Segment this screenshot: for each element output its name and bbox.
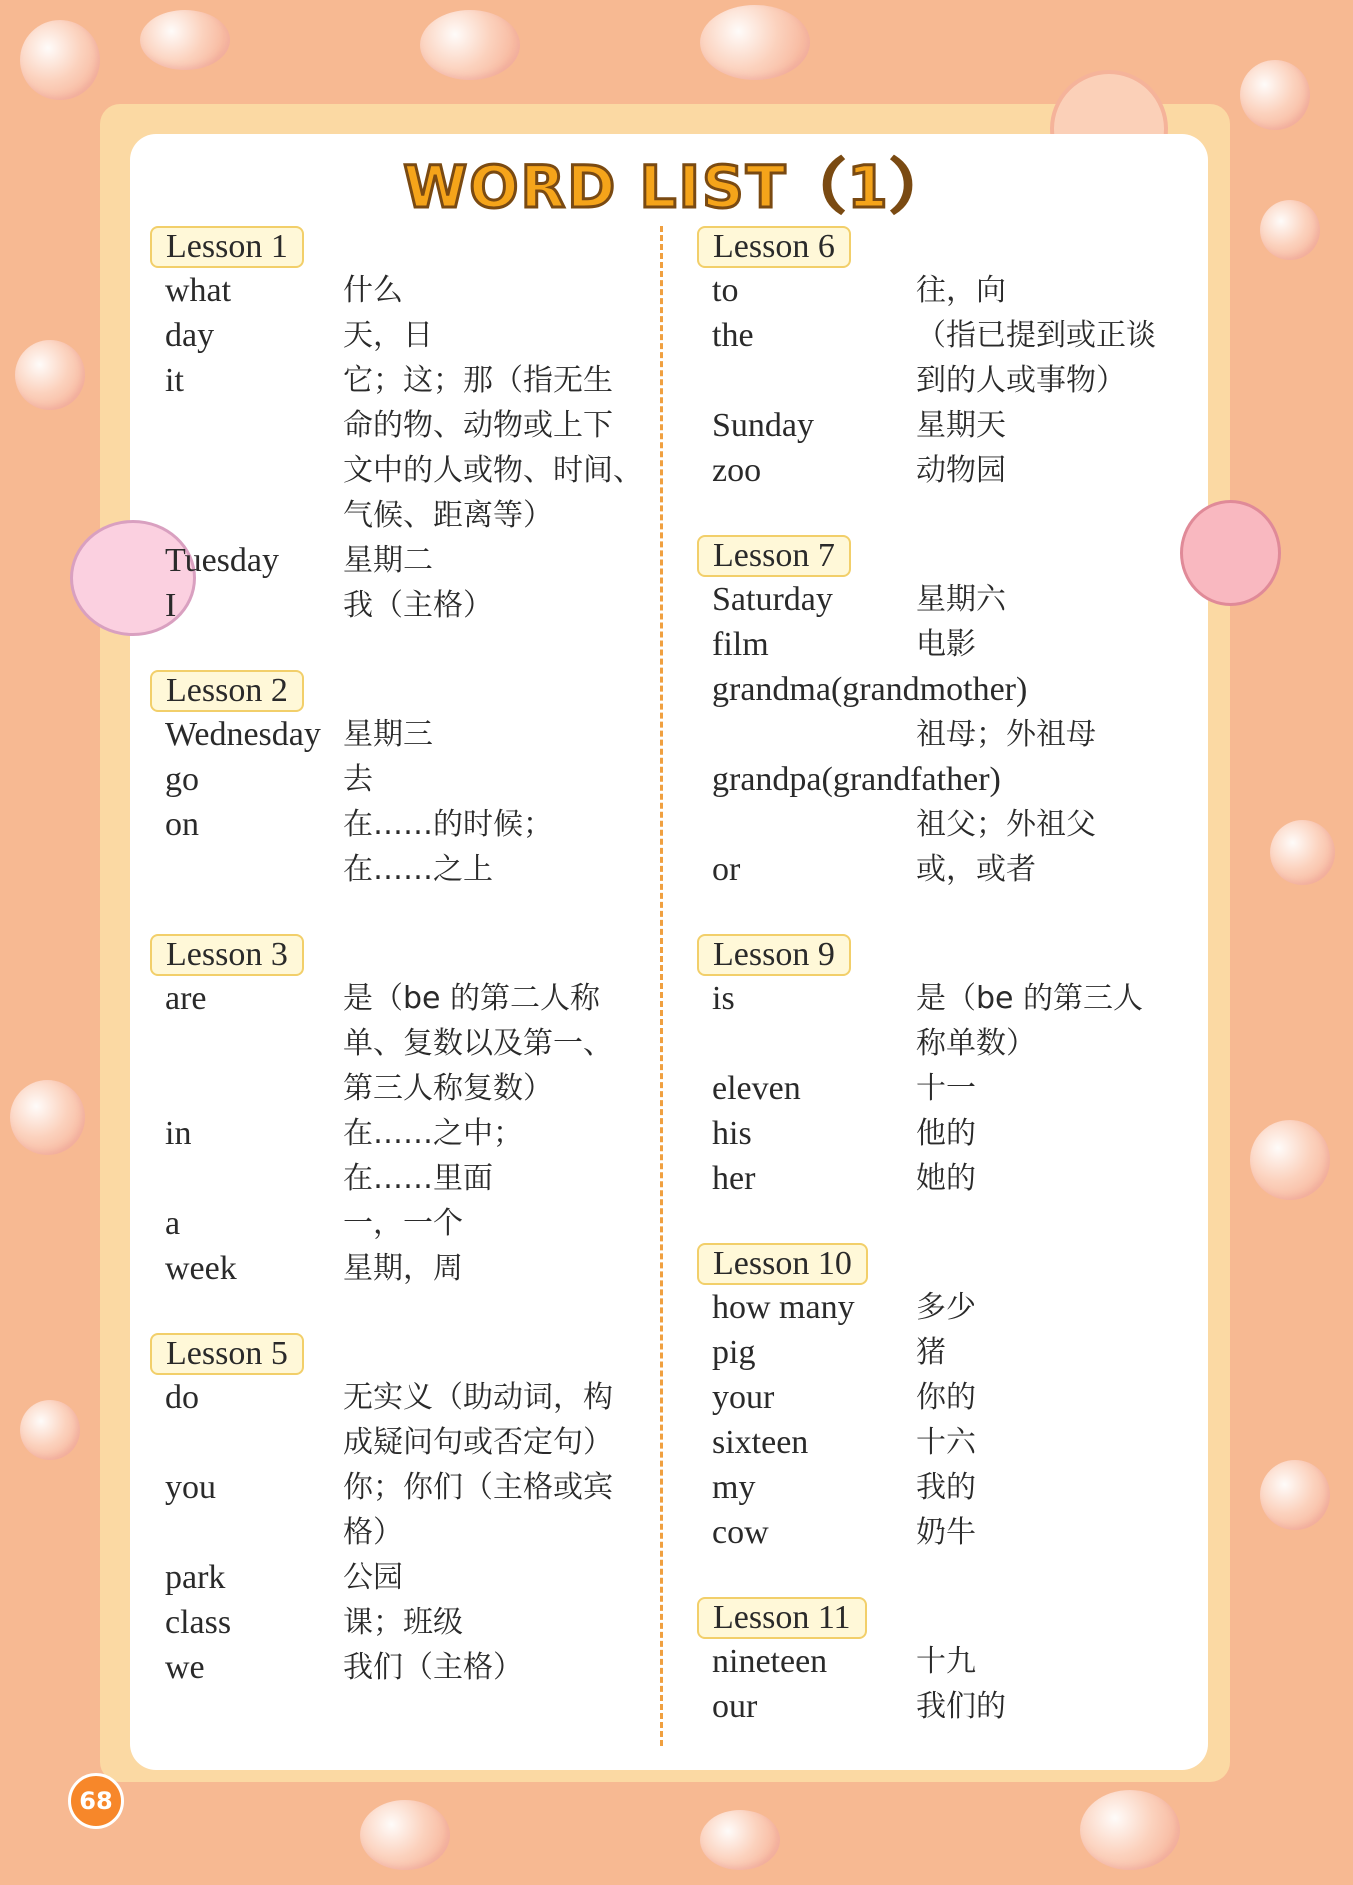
english-word: pig: [712, 1334, 756, 1371]
word-entry: [697, 802, 1217, 847]
word-entry: [150, 1645, 670, 1690]
english-word: or: [712, 851, 741, 888]
word-entry: [697, 313, 1217, 403]
lesson-label: Lesson 10: [697, 1243, 868, 1285]
lesson-block: [697, 535, 1217, 892]
english-word: week: [165, 1250, 237, 1287]
word-entry: [150, 712, 670, 757]
chinese-meaning: 星期三: [343, 717, 433, 752]
english-word: is: [712, 980, 735, 1017]
word-entry: [697, 268, 1217, 313]
lesson-block: [697, 226, 1217, 493]
english-word: [697, 712, 916, 757]
chinese-meaning: 公园: [343, 1560, 403, 1595]
english-word: in: [165, 1115, 192, 1152]
chinese-meaning: 是（be 的第二人称 单、复数以及第一、 第三人称复数）: [343, 981, 613, 1106]
page-number: 68: [68, 1773, 124, 1829]
bubble-decoration: [10, 1080, 85, 1155]
lesson-block: [150, 934, 670, 1291]
lesson-spacer: [150, 628, 670, 670]
chinese-meaning: 一，一个: [343, 1206, 463, 1241]
lesson-spacer: [697, 1555, 1217, 1597]
word-entry: [697, 622, 1217, 667]
lesson-spacer: [150, 1291, 670, 1333]
lesson-label: Lesson 5: [150, 1333, 304, 1375]
chinese-meaning: 祖父；外祖父: [916, 807, 1096, 842]
word-entry: [150, 1246, 670, 1291]
english-word: your: [712, 1379, 775, 1416]
right-column: [697, 226, 1217, 1729]
bubble-decoration: [140, 10, 230, 70]
english-word: my: [712, 1469, 756, 1506]
chinese-meaning: 星期天: [916, 408, 1006, 443]
chinese-meaning: 猪: [916, 1335, 946, 1370]
chinese-meaning: 十一: [916, 1071, 976, 1106]
chinese-meaning: 他的: [916, 1116, 976, 1151]
english-word: day: [165, 317, 215, 354]
lesson-label: Lesson 11: [697, 1597, 867, 1639]
bubble-decoration: [420, 10, 520, 80]
chinese-meaning: 或，或者: [916, 852, 1036, 887]
word-entry: [150, 757, 670, 802]
word-entry: [697, 847, 1217, 892]
word-entry: [697, 1375, 1217, 1420]
word-entry: [697, 667, 1217, 712]
word-entry: [150, 1375, 670, 1465]
word-entry: [150, 1111, 670, 1201]
english-word: zoo: [712, 452, 762, 489]
bubble-decoration: [700, 1810, 780, 1870]
bubble-decoration: [360, 1800, 450, 1870]
chinese-meaning: 在……的时候； 在……之上: [343, 807, 553, 887]
chinese-meaning: （指已提到或正谈 到的人或事物）: [916, 318, 1156, 398]
lesson-spacer: [697, 493, 1217, 535]
english-word: sixteen: [712, 1424, 809, 1461]
chinese-meaning: 十九: [916, 1644, 976, 1679]
english-word: grandpa(grandfather): [712, 761, 1001, 798]
word-entry: [150, 1555, 670, 1600]
lesson-label: Lesson 7: [697, 535, 851, 577]
word-entry: [697, 757, 1217, 802]
chinese-meaning: 去: [343, 762, 373, 797]
chinese-meaning: 我们（主格）: [343, 1650, 523, 1685]
english-word: are: [165, 980, 207, 1017]
word-entry: [697, 1111, 1217, 1156]
word-entry: [697, 1465, 1217, 1510]
lesson-label: Lesson 3: [150, 934, 304, 976]
english-word: [697, 802, 916, 847]
word-entry: [150, 583, 670, 628]
word-entry: [150, 976, 670, 1111]
word-entry: [150, 1600, 670, 1645]
chinese-meaning: 在……之中； 在……里面: [343, 1116, 523, 1196]
word-entry: [150, 1201, 670, 1246]
word-entry: [697, 448, 1217, 493]
english-word: Tuesday: [165, 542, 279, 579]
english-word: Wednesday: [165, 716, 321, 753]
chinese-meaning: 奶牛: [916, 1515, 976, 1550]
chinese-meaning: 星期，周: [343, 1251, 463, 1286]
word-entry: [697, 403, 1217, 448]
lesson-block: [697, 934, 1217, 1201]
english-word: to: [712, 272, 739, 309]
chinese-meaning: 你；你们（主格或宾 格）: [343, 1470, 613, 1550]
english-word: nineteen: [712, 1643, 828, 1680]
english-word: eleven: [712, 1070, 801, 1107]
word-entry: [697, 1156, 1217, 1201]
word-entry: [697, 1066, 1217, 1111]
lesson-spacer: [697, 1201, 1217, 1243]
english-word: our: [712, 1688, 758, 1725]
word-entry: [150, 313, 670, 358]
chinese-meaning: 星期六: [916, 582, 1006, 617]
english-word: I: [165, 587, 177, 624]
chinese-meaning: 星期二: [343, 543, 433, 578]
page-title: WORD LIST（1）: [403, 153, 950, 221]
bubble-decoration: [20, 20, 100, 100]
english-word: a: [165, 1205, 181, 1242]
chinese-meaning: 往，向: [916, 273, 1006, 308]
chinese-meaning: 电影: [916, 627, 976, 662]
lesson-block: [150, 1333, 670, 1690]
chinese-meaning: 动物园: [916, 453, 1006, 488]
lesson-block: [150, 670, 670, 892]
word-entry: [150, 1465, 670, 1555]
bubble-decoration: [20, 1400, 80, 1460]
bubble-decoration: [1240, 60, 1310, 130]
chinese-meaning: 课；班级: [343, 1605, 463, 1640]
word-entry: [697, 1330, 1217, 1375]
chinese-meaning: 我（主格）: [343, 588, 493, 623]
lesson-label: Lesson 9: [697, 934, 851, 976]
chinese-meaning: 我们的: [916, 1689, 1006, 1724]
word-entry: [150, 802, 670, 892]
bubble-decoration: [1250, 1120, 1330, 1200]
lesson-block: [697, 1243, 1217, 1555]
english-word: go: [165, 761, 199, 798]
english-word: grandma(grandmother): [712, 671, 1028, 708]
word-entry: [697, 976, 1217, 1066]
chinese-meaning: 多少: [916, 1290, 976, 1325]
english-word: it: [165, 362, 184, 399]
english-word: class: [165, 1604, 232, 1641]
chinese-meaning: 它；这；那（指无生 命的物、动物或上下 文中的人或物、时间、 气候、距离等）: [343, 363, 643, 533]
word-entry: [697, 1285, 1217, 1330]
chinese-meaning: 祖母；外祖母: [916, 717, 1096, 752]
chinese-meaning: 无实义（助动词，构 成疑问句或否定句）: [343, 1380, 613, 1460]
chinese-meaning: 天，日: [343, 318, 433, 353]
english-word: what: [165, 272, 232, 309]
word-entry: [697, 1510, 1217, 1555]
word-entry: [150, 358, 670, 538]
bubble-decoration: [1080, 1790, 1180, 1870]
chinese-meaning: 是（be 的第三人 称单数）: [916, 981, 1144, 1061]
english-word: park: [165, 1559, 226, 1596]
bubble-decoration: [1270, 820, 1335, 885]
english-word: on: [165, 806, 199, 843]
english-word: cow: [712, 1514, 769, 1551]
english-word: Saturday: [712, 581, 833, 618]
word-entry: [697, 577, 1217, 622]
lesson-block: [697, 1597, 1217, 1729]
english-word: her: [712, 1160, 756, 1197]
word-entry: [150, 268, 670, 313]
english-word: how many: [712, 1289, 855, 1326]
word-entry: [697, 712, 1217, 757]
chinese-meaning: 你的: [916, 1380, 976, 1415]
word-entry: [697, 1420, 1217, 1465]
lesson-block: [150, 226, 670, 628]
english-word: his: [712, 1115, 752, 1152]
english-word: you: [165, 1469, 216, 1506]
bubble-decoration: [700, 5, 810, 80]
english-word: we: [165, 1649, 205, 1686]
chinese-meaning: 十六: [916, 1425, 976, 1460]
lesson-label: Lesson 1: [150, 226, 304, 268]
lesson-spacer: [150, 892, 670, 934]
chinese-meaning: 我的: [916, 1470, 976, 1505]
bubble-decoration: [15, 340, 85, 410]
chinese-meaning: 什么: [343, 273, 403, 308]
left-column: [150, 226, 670, 1690]
english-word: the: [712, 317, 754, 354]
english-word: do: [165, 1379, 199, 1416]
word-entry: [697, 1684, 1217, 1729]
bubble-decoration: [1260, 1460, 1330, 1530]
lesson-label: Lesson 6: [697, 226, 851, 268]
chinese-meaning: 她的: [916, 1161, 976, 1196]
lesson-label: Lesson 2: [150, 670, 304, 712]
english-word: film: [712, 626, 769, 663]
word-entry: [150, 538, 670, 583]
english-word: Sunday: [712, 407, 814, 444]
lesson-spacer: [697, 892, 1217, 934]
word-entry: [697, 1639, 1217, 1684]
